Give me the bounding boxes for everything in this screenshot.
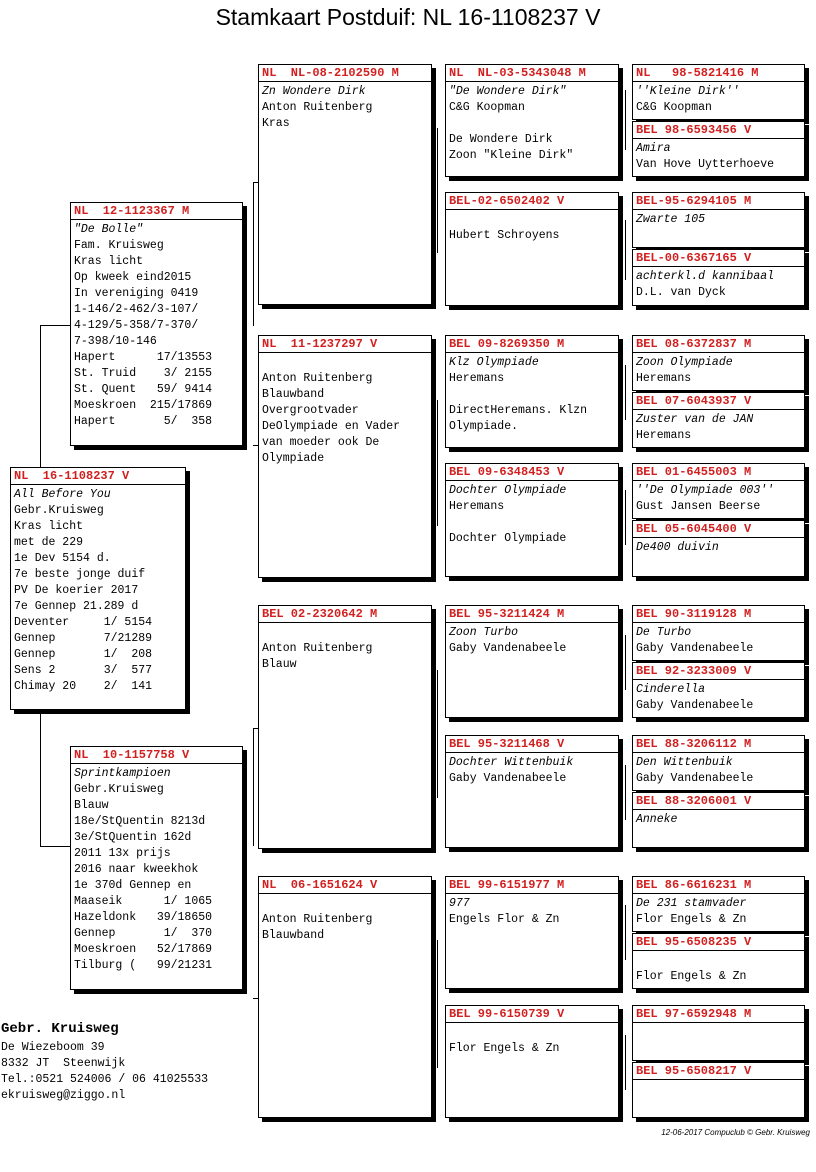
breeder-name: Gebr. Kruisweg [1,1021,119,1037]
detail-line [449,387,618,403]
detail-line: 7e Gennep 21.289 d [14,600,139,613]
pigeon-details [446,481,618,547]
ring-number: BEL 95-6508235 V [633,934,804,951]
detail-line: Kras licht [74,255,144,268]
pigeon-details [633,680,804,714]
pigeon-details [633,951,804,985]
pigeon-card-gg9[interactable] [632,605,805,661]
ring-number: BEL 08-6372837 M [633,336,804,353]
pigeon-card-father-father[interactable] [258,64,432,305]
pigeon-details [446,353,618,435]
pigeon-card-mother-mother[interactable] [258,876,432,1118]
pigeon-card-gg6[interactable] [632,392,805,448]
ring-number: BEL 99-6150739 V [446,1006,618,1023]
pigeon-card-gg5[interactable] [632,335,805,391]
detail-line: Hapert 5/ 358 [74,415,213,428]
detail-line: Flor Engels & Zn [636,970,747,983]
detail-line: Olympiade [262,452,325,465]
pigeon-details [446,623,618,657]
detail-line: Gaby Vandenabeele [636,642,754,655]
pigeon-name: Dochter Wittenbuik [449,756,574,769]
pigeon-name: ''De Olympiade 003'' [636,484,775,497]
connector-line [625,1035,626,1090]
connector-line [625,765,626,820]
detail-line: 3e/StQuentin 162d [74,831,192,844]
pigeon-card-gg11[interactable] [632,735,805,791]
pigeon-details [446,753,618,787]
ring-number: BEL 07-6043937 V [633,393,804,410]
detail-line: Dochter Olympiade [449,532,567,545]
detail-line: 2011 13x prijs [74,847,171,860]
detail-line: De Wondere Dirk [449,133,553,146]
pigeon-details [446,1023,618,1057]
detail-line: Op kweek eind2015 [74,271,192,284]
pigeon-card-gg7[interactable] [632,463,805,519]
detail-line: Blauw [74,799,109,812]
pigeon-card-gg1[interactable] [632,64,805,120]
pigeon-name: Zwarte 105 [636,213,706,226]
connector-line [437,400,438,526]
pigeon-name: Cinderella [636,683,706,696]
ring-number: BEL 01-6455003 M [633,464,804,481]
pigeon-details [633,139,804,173]
pigeon-card-mmf[interactable] [445,876,619,989]
detail-line: Flor Engels & Zn [449,1042,560,1055]
detail-line: Gaby Vandenabeele [449,772,567,785]
ring-number: NL 11-1237297 V [259,336,431,353]
ring-number: NL 06-1651624 V [259,877,431,894]
detail-line: Gennep 1/ 370 [74,927,213,940]
pigeon-details [259,894,431,944]
ring-number: BEL 88-3206001 V [633,793,804,810]
detail-line: Hubert Schroyens [449,229,560,242]
detail-line: Kras licht [14,520,84,533]
pigeon-card-fmf[interactable] [445,335,619,448]
detail-line: C&G Koopman [636,101,712,114]
detail-line: 7-398/10-146 [74,335,157,348]
detail-line [449,515,618,531]
pigeon-details [71,220,242,430]
connector-line [40,325,70,326]
detail-line: Hapert 17/13553 [74,351,213,364]
pigeon-details [446,894,618,928]
pigeon-card-father[interactable] [70,202,243,446]
pigeon-details [633,623,804,657]
detail-line: Sens 2 3/ 577 [14,664,153,677]
ring-number: BEL 09-6348453 V [446,464,618,481]
detail-line: Heremans [636,429,692,442]
pigeon-name: ''Kleine Dirk'' [636,85,740,98]
pigeon-card-subject[interactable] [10,467,186,710]
ring-number: BEL 09-8269350 M [446,336,618,353]
ring-number: BEL 90-3119128 M [633,606,804,623]
pigeon-details [259,353,431,467]
detail-line: 1e Dev 5154 d. [14,552,111,565]
ring-number: BEL 88-3206112 M [633,736,804,753]
detail-line: Fam. Kruisweg [74,239,164,252]
detail-line: Engels Flor & Zn [449,913,560,926]
pigeon-details [633,753,804,787]
detail-line: D.L. van Dyck [636,286,726,299]
detail-line: 1e 370d Gennep en [74,879,192,892]
ring-number: NL 10-1157758 V [71,747,242,764]
pigeon-card-fff[interactable] [445,64,619,177]
pigeon-details [633,353,804,387]
detail-line: Chimay 20 2/ 141 [14,680,153,693]
pigeon-name: Den Wittenbuik [636,756,733,769]
detail-line: St. Truid 3/ 2155 [74,367,213,380]
detail-line: Olympiade. [449,420,519,433]
detail-line [449,1025,618,1041]
detail-line: van moeder ook De [262,436,380,449]
pigeon-details [446,210,618,244]
connector-line [625,90,626,150]
detail-line: Van Hove Uytterhoeve [636,158,775,171]
connector-line [625,635,626,690]
pigeon-name: Klz Olympiade [449,356,539,369]
detail-line: Heremans [636,372,692,385]
detail-line: Overgrootvader [262,404,359,417]
pigeon-name: Amira [636,142,671,155]
pigeon-name: Dochter Olympiade [449,484,567,497]
detail-line: Kras [262,117,290,130]
breeder-city: 8332 JT Steenwijk [1,1057,126,1070]
detail-line [449,116,618,132]
ring-number: BEL 95-3211468 V [446,736,618,753]
ring-number: NL 12-1123367 M [71,203,242,220]
detail-line: In vereniging 0419 [74,287,199,300]
pigeon-details [446,82,618,164]
connector-line [437,670,438,798]
detail-line: Gennep 1/ 208 [14,648,153,661]
ring-number: NL 98-5821416 M [633,65,804,82]
detail-line: Anton Ruitenberg [262,372,373,385]
connector-line [253,728,254,846]
ring-number: BEL 02-2320642 M [259,606,431,623]
ring-number: BEL 95-6508217 V [633,1063,804,1080]
pigeon-card-father-mother[interactable] [258,335,432,578]
pigeon-name: Zn Wondere Dirk [262,85,366,98]
ring-number: BEL 97-6592948 M [633,1006,804,1023]
pigeon-name: "De Bolle" [74,223,144,236]
page-title: Stamkaart Postduif: NL 16-1108237 V [215,4,601,30]
ring-number: BEL 86-6616231 M [633,877,804,894]
pigeon-name: 977 [449,897,470,910]
detail-line: 7e beste jonge duif [14,568,146,581]
pigeon-card-gg13[interactable] [632,876,805,932]
breeder-email: ekruisweg@ziggo.nl [1,1089,126,1102]
pigeon-details [633,894,804,928]
detail-line: Gebr.Kruisweg [14,504,104,517]
detail-line: 18e/StQuentin 8213d [74,815,206,828]
pigeon-details [259,82,431,132]
detail-line: Gennep 7/21289 [14,632,153,645]
pigeon-name: De400 duivin [636,541,719,554]
connector-line [253,182,254,326]
detail-line: Heremans [449,372,505,385]
connector-line [625,490,626,545]
connector-line [625,905,626,960]
breeder-address: De Wiezeboom 39 [1,1041,105,1054]
pigeon-card-gg12[interactable] [632,792,805,848]
ring-number: BEL 99-6151977 M [446,877,618,894]
breeder-phone: Tel.:0521 524006 / 06 41025533 [1,1073,209,1086]
pigeon-name: Zoon Turbo [449,626,519,639]
detail-line: Anton Ruitenberg [262,913,373,926]
pigeon-card-ffm[interactable] [445,192,619,306]
ring-number: BEL-00-6367165 V [633,250,804,267]
detail-line: DirectHeremans. Klzn [449,404,588,417]
pigeon-card-gg15[interactable] [632,1005,805,1061]
pigeon-details [633,538,804,556]
pigeon-card-mmm[interactable] [445,1005,619,1118]
pigeon-name: Zoon Olympiade [636,356,733,369]
detail-line: St. Quent 59/ 9414 [74,383,213,396]
pigeon-card-gg8[interactable] [632,520,805,577]
pigeon-details [71,764,242,974]
detail-line: Gaby Vandenabeele [449,642,567,655]
pigeon-details [633,82,804,116]
connector-line [40,712,41,846]
pigeon-name: All Before You [14,488,111,501]
pigeon-card-gg4[interactable] [632,249,805,306]
detail-line: 4-129/5-358/7-370/ [74,319,199,332]
connector-line [625,220,626,280]
pigeon-card-mff[interactable] [445,605,619,718]
pigeon-card-fmm[interactable] [445,463,619,577]
detail-line [262,625,431,641]
pigeon-details [259,623,431,673]
detail-line: Blauwband [262,929,325,942]
pigeon-details [633,1023,804,1025]
ring-number: BEL-02-6502402 V [446,193,618,210]
detail-line: Gaby Vandenabeele [636,699,754,712]
pigeon-card-mother[interactable] [70,746,243,990]
pigeon-details [633,267,804,301]
detail-line: 1-146/2-462/3-107/ [74,303,199,316]
detail-line: Tilburg ( 99/21231 [74,959,213,972]
pigeon-details [633,810,804,828]
detail-line: DeOlympiade en Vader [262,420,401,433]
detail-line: C&G Koopman [449,101,525,114]
detail-line [262,896,431,912]
detail-line: met de 229 [14,536,84,549]
pigeon-card-gg2[interactable] [632,121,805,177]
pigeon-details [633,410,804,444]
pigeon-name: Anneke [636,813,678,826]
detail-line [449,212,618,228]
pigeon-card-gg16[interactable] [632,1062,805,1118]
ring-number: NL 16-1108237 V [11,468,185,485]
ring-number: BEL-95-6294105 M [633,193,804,210]
detail-line [636,953,804,969]
detail-line: Anton Ruitenberg [262,642,373,655]
detail-line: Flor Engels & Zn [636,913,747,926]
pigeon-name: De Turbo [636,626,692,639]
pigeon-name: "De Wondere Dirk" [449,85,567,98]
connector-line [437,128,438,253]
pigeon-details [11,485,185,695]
ring-number: BEL 05-6045400 V [633,521,804,538]
pigeon-card-gg10[interactable] [632,662,805,718]
connector-line [437,940,438,1068]
detail-line: Blauwband [262,388,325,401]
pigeon-card-mother-father[interactable] [258,605,432,849]
detail-line: Hazeldonk 39/18650 [74,911,213,924]
breeder-info [1,1018,208,1104]
pigeon-name: achterkl.d kannibaal [636,270,775,283]
detail-line: Blauw [262,658,297,671]
detail-line: Moeskroen 52/17869 [74,943,213,956]
ring-number: BEL 98-6593456 V [633,122,804,139]
ring-number: BEL 95-3211424 M [446,606,618,623]
detail-line: 2016 naar kweekhok [74,863,199,876]
pigeon-details [633,481,804,515]
pigeon-details [633,1080,804,1082]
detail-line: Gebr.Kruisweg [74,783,164,796]
ring-number: NL NL-03-5343048 M [446,65,618,82]
detail-line: Moeskroen 215/17869 [74,399,213,412]
pigeon-card-gg14[interactable] [632,933,805,989]
ring-number: NL NL-08-2102590 M [259,65,431,82]
detail-line: Heremans [449,500,505,513]
pigeon-card-mfm[interactable] [445,735,619,848]
pigeon-name: Sprintkampioen [74,767,171,780]
connector-line [40,325,41,468]
detail-line: Zoon "Kleine Dirk" [449,149,574,162]
ring-number: BEL 92-3233009 V [633,663,804,680]
connector-line [40,846,70,847]
detail-line: PV De koerier 2017 [14,584,139,597]
detail-line: Deventer 1/ 5154 [14,616,153,629]
pigeon-card-gg3[interactable] [632,192,805,248]
pigeon-name: Zuster van de JAN [636,413,754,426]
pigeon-name: De 231 stamvader [636,897,747,910]
pigeon-details [633,210,804,228]
footer-credit: 12-06-2017 Compuclub © Gebr. Kruisweg [661,1128,810,1137]
detail-line: Gust Jansen Beerse [636,500,761,513]
detail-line: Maaseik 1/ 1065 [74,895,213,908]
detail-line: Anton Ruitenberg [262,101,373,114]
connector-line [625,365,626,420]
detail-line: Gaby Vandenabeele [636,772,754,785]
detail-line [262,355,431,371]
